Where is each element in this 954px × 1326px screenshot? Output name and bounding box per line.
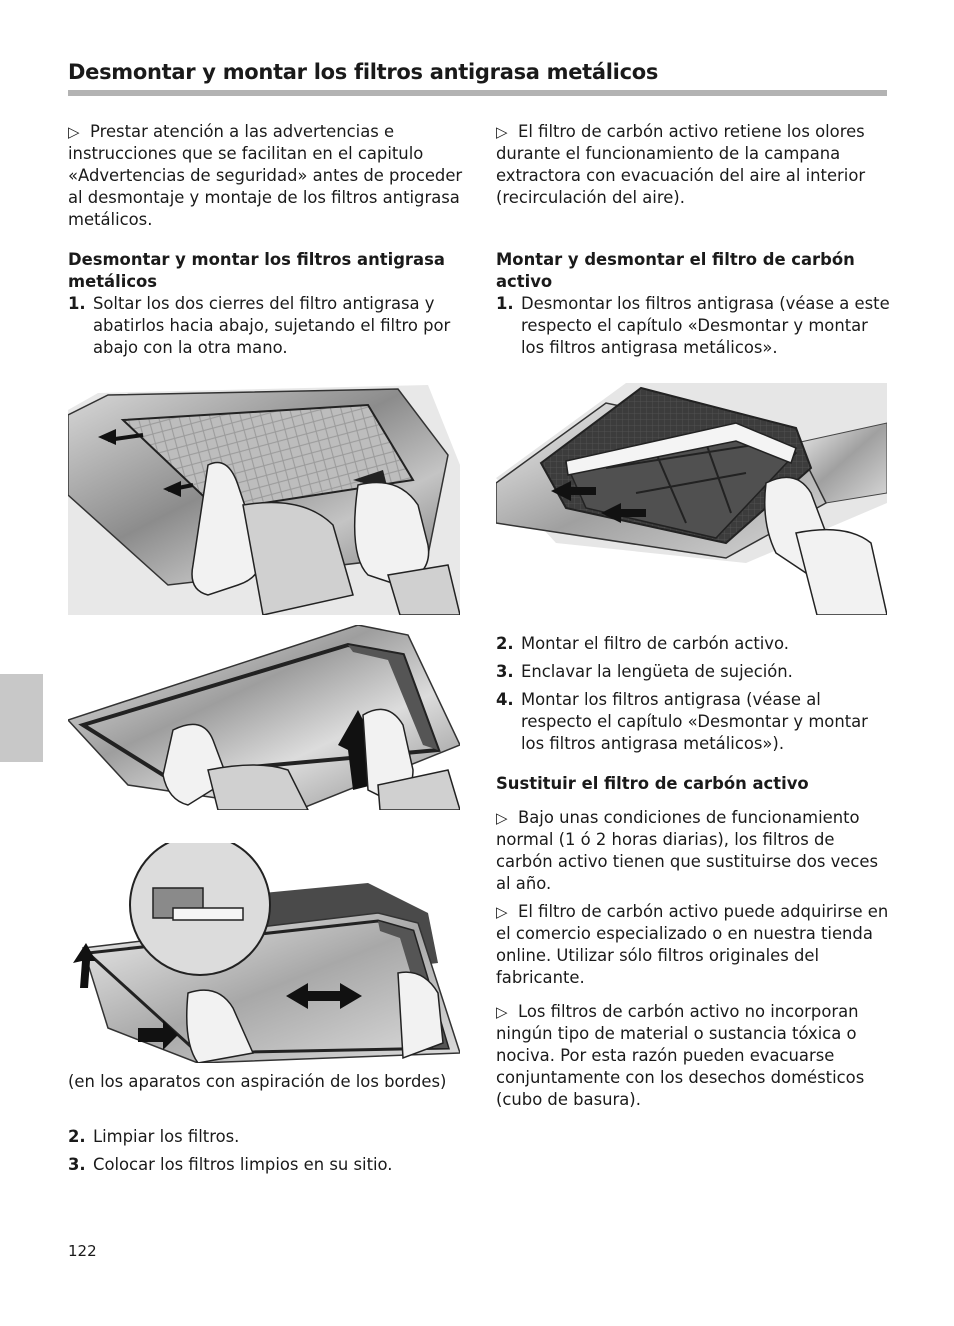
list-item <box>496 293 891 359</box>
right-note-1 <box>496 807 891 895</box>
note-paragraph <box>496 901 891 989</box>
left-intro-text: Prestar atención a las advertencias e instrucciones que se facilitan en el capitulo «Advertencias de seguridad» antes de proceder al desmontaje y montaje de los filtros antigrasa metálicos. <box>68 122 463 229</box>
step-number: 2. <box>68 1127 86 1146</box>
right-section-1 <box>496 249 891 359</box>
note-paragraph <box>496 807 891 895</box>
step-number: 1. <box>496 294 514 313</box>
list-item <box>68 1154 463 1176</box>
triangle-icon: ▷ <box>68 123 80 141</box>
page-title: Desmontar y montar los filtros antigrasa metálicos <box>68 60 659 84</box>
note-text: Bajo unas condiciones de funcionamiento normal (1 ó 2 horas diarias), los filtros de carbón activo tienen que sustituirse dos veces al año. <box>496 808 879 893</box>
step-number: 4. <box>496 690 514 709</box>
right-steps <box>496 293 891 359</box>
figure-insert-grease-filter <box>68 625 460 810</box>
step-text: Montar el filtro de carbón activo. <box>521 634 789 653</box>
list-item <box>496 689 891 755</box>
left-intro-block <box>68 121 463 231</box>
title-rule <box>68 90 887 96</box>
step-number: 3. <box>496 662 514 681</box>
list-item <box>496 633 891 655</box>
step-number: 1. <box>68 294 86 313</box>
left-section <box>68 249 463 359</box>
figure-remove-grease-filter <box>68 385 460 615</box>
right-heading-2: Sustituir el filtro de carbón activo <box>496 774 809 793</box>
right-note-3 <box>496 1001 891 1111</box>
step-text: Desmontar los filtros antigrasa (véase a este respecto el capítulo «Desmontar y montar los filtros antigrasa metálicos». <box>521 294 890 357</box>
note-text: Los filtros de carbón activo no incorporan ningún tipo de material o sustancia tóxica o nociva. Por esta razón pueden evacuarse conjuntamente con los desechos domésticos (cubo de basura). <box>496 1002 865 1109</box>
right-steps-list <box>496 633 891 755</box>
figure-caption: (en los aparatos con aspiración de los bordes) <box>68 1072 447 1091</box>
right-note-2 <box>496 901 891 989</box>
step-text: Montar los filtros antigrasa (véase al respecto el capítulo «Desmontar y montar los filtros antigrasa metálicos»). <box>521 690 868 753</box>
list-item <box>496 661 891 683</box>
right-section-2 <box>496 773 891 795</box>
right-steps-2 <box>496 633 891 755</box>
left-steps-list <box>68 1126 463 1176</box>
right-heading-1: Montar y desmontar el filtro de carbón activo <box>496 250 855 291</box>
right-intro-text: El filtro de carbón activo retiene los olores durante el funcionamiento de la campana extractora con evacuación del aire al interior (recirculación del aire). <box>496 122 866 207</box>
triangle-icon: ▷ <box>496 1003 508 1021</box>
triangle-icon: ▷ <box>496 123 508 141</box>
step-text: Enclavar la lengüeta de sujeción. <box>521 662 793 681</box>
note-paragraph <box>496 1001 891 1111</box>
step-text: Soltar los dos cierres del filtro antigrasa y abatirlos hacia abajo, sujetando el filtro por abajo con la otra mano. <box>93 294 451 357</box>
triangle-icon: ▷ <box>496 903 508 921</box>
step-text: Limpiar los filtros. <box>93 1127 240 1146</box>
note-text: El filtro de carbón activo puede adquirirse en el comercio especializado o en nuestra tienda online. Utilizar sólo filtros originales del fabricante. <box>496 902 889 987</box>
left-steps <box>68 293 463 359</box>
left-heading: Desmontar y montar los filtros antigrasa metálicos <box>68 250 445 291</box>
step-text: Colocar los filtros limpios en su sitio. <box>93 1155 393 1174</box>
step-number: 2. <box>496 634 514 653</box>
list-item <box>68 293 463 359</box>
chapter-tab <box>0 674 43 762</box>
right-intro <box>496 121 891 209</box>
step-number: 3. <box>68 1155 86 1174</box>
list-item <box>68 1126 463 1148</box>
figure-edge-suction-filter <box>68 843 460 1063</box>
left-intro <box>68 121 463 231</box>
page-number: 122 <box>68 1242 97 1260</box>
left-steps-2 <box>68 1126 463 1176</box>
right-intro-block <box>496 121 891 209</box>
triangle-icon: ▷ <box>496 809 508 827</box>
figure-carbon-filter <box>496 383 887 615</box>
